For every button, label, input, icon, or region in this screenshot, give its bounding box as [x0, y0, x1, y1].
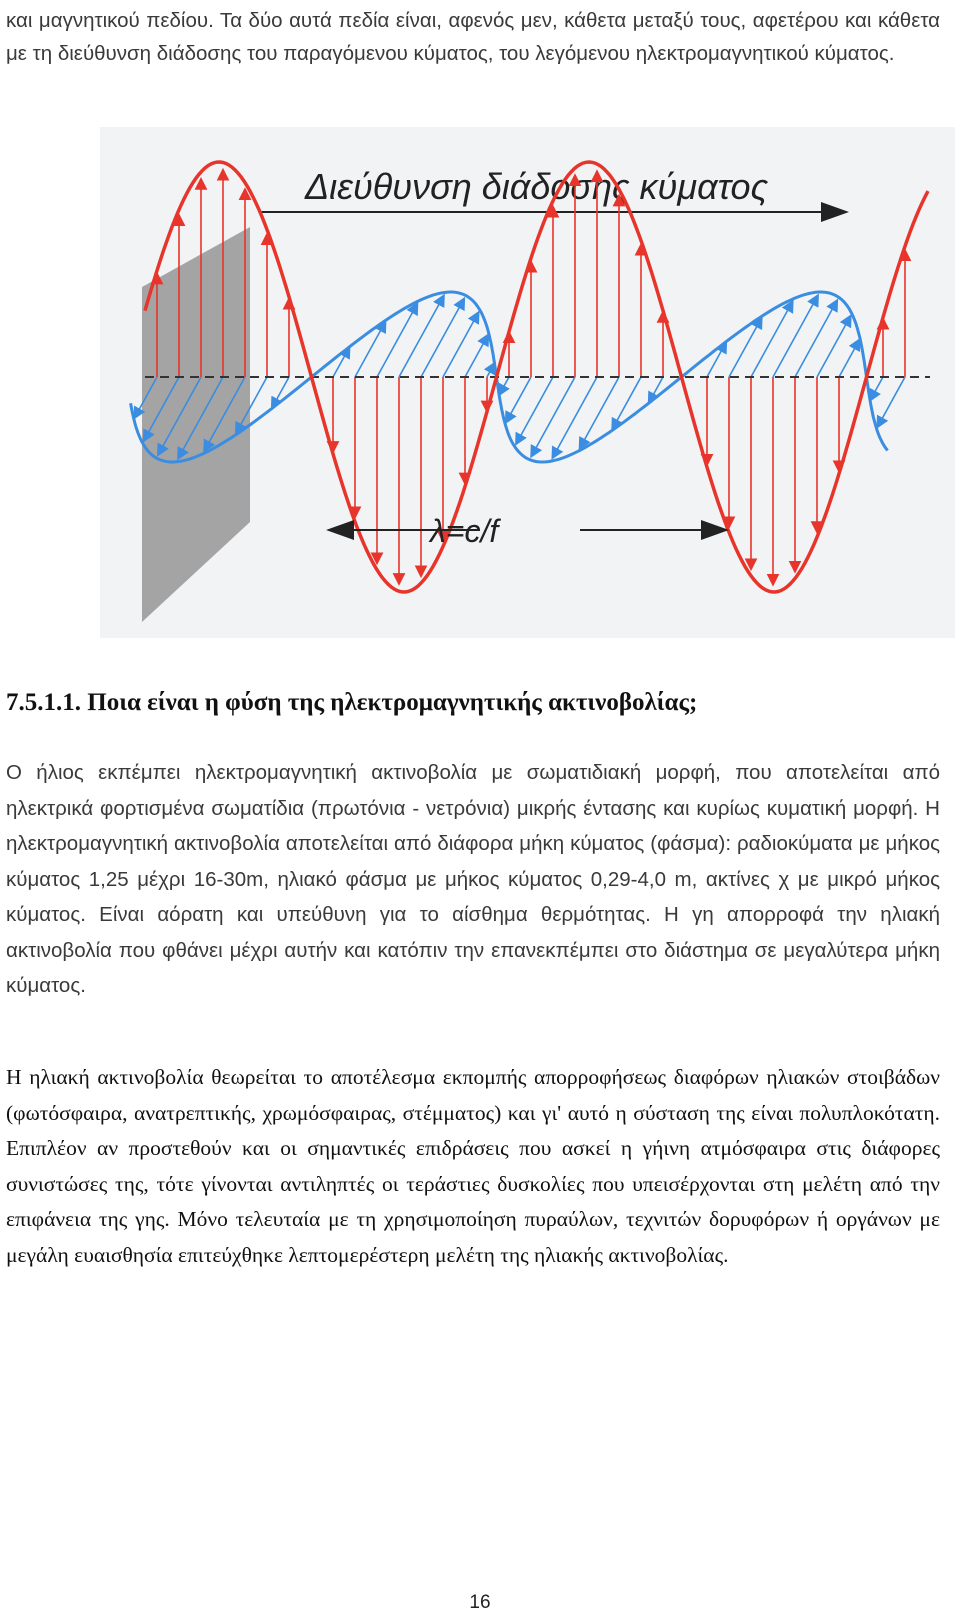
page-number: 16 [469, 1592, 491, 1613]
magnetic-field-vector [500, 377, 509, 394]
magnetic-field-vector [487, 364, 494, 377]
paragraph-2: Η ηλιακή ακτινοβολία θεωρείται το αποτέλεσμα εκπομπής απορροφήσεως διαφόρων ηλιακών στοιβάδων (φωτόσφαιρα, ανατρεπτικής, χρωμόσφαιρας, στέμματος) και γι' αυτό η σύσταση της είναι πολυπλοκότατη. Επιπλέον αν προστεθούν και οι σημαντικές επιδράσεις που ασκεί η γήινη ατμόσφαιρα στις διάφορες συνιστώσες της, τότε γίνονται αντιληπτές οι τεράστιες δυσκολίες που υπεισέρχονται στη μελέτη από την επιφάνεια της γης. Μόνο τελευταία με τη χρησιμοποίηση πυραύλων, τεχνιτών δορυφόρων ή οργάνων με μεγάλη ευαισθησία επιτεύχθηκε λεπτομερέστερη μελέτη της ηλιακής ακτινοβολίας. [6, 1065, 940, 1267]
magnetic-field-vector [517, 377, 553, 443]
magnetic-field-vector [795, 301, 837, 377]
magnetic-field-vector [465, 336, 488, 377]
magnetic-field-vector [817, 317, 850, 377]
magnetic-field-vector [773, 296, 817, 377]
magnetic-field-vector [871, 377, 883, 399]
magnetic-field-vector [580, 377, 619, 448]
em-wave-figure [100, 127, 955, 638]
magnetic-field-vector [532, 377, 575, 456]
magnetic-field-vector [878, 377, 905, 426]
wavelength-formula: λ=c/f [430, 513, 499, 549]
magnetic-field-vector [421, 300, 464, 377]
magnetic-field-vector [443, 313, 478, 377]
magnetic-field-vector [506, 377, 531, 422]
intro-paragraph: και μαγνητικού πεδίου. Τα δύο αυτά πεδία είναι, αφενός μεν, κάθετα μεταξύ τους, αφετέρου και κάθετα με τη διεύθυνση διάδοσης του παραγόμενου κύματος, του λεγόμενου ηλεκτρομαγνητικού κύματος. [6, 9, 940, 65]
magnetic-field-vector [751, 302, 792, 377]
section-heading: 7.5.1.1. Ποια είναι η φύση της ηλεκτρομαγνητικής ακτινοβολίας; [6, 689, 698, 716]
figure-title: Διεύθυνση διάδοσης κύματος [305, 166, 769, 207]
em-wave-diagram [100, 127, 955, 638]
paragraph-1: Ο ήλιος εκπέμπει ηλεκτρομαγνητική ακτινοβολία με σωματιδιακή μορφή, που αποτελείται από ηλεκτρικά φορτισμένα σωματίδια (πρωτόνια - νετρόνια) μικρής έντασης και κυρίως κυματική μορφή. Η ηλεκτρομαγνητική ακτινοβολία αποτελείται από διάφορα μήκη κύματος (φάσμα): ραδιοκύματα με μήκος κύματος 1,25 μέχρι 16-30m, ηλιακό φάσμα με μήκος κύματος 0,29-4,0 m, ακτίνες χ με μικρό μήκος κύματος. Είναι αόρατη και υπεύθυνη για το αίσθημα θερμότητας. Η γη απορροφά την ηλιακή ακτινοβολία που φθάνει μέχρι αυτήν και κατόπιν την επανεκπέμπει στο διάστημα σε μεγαλύτερα μήκη κύματος. [6, 761, 940, 997]
magnetic-field-vector [839, 341, 859, 377]
magnetic-field-vector [377, 305, 417, 377]
